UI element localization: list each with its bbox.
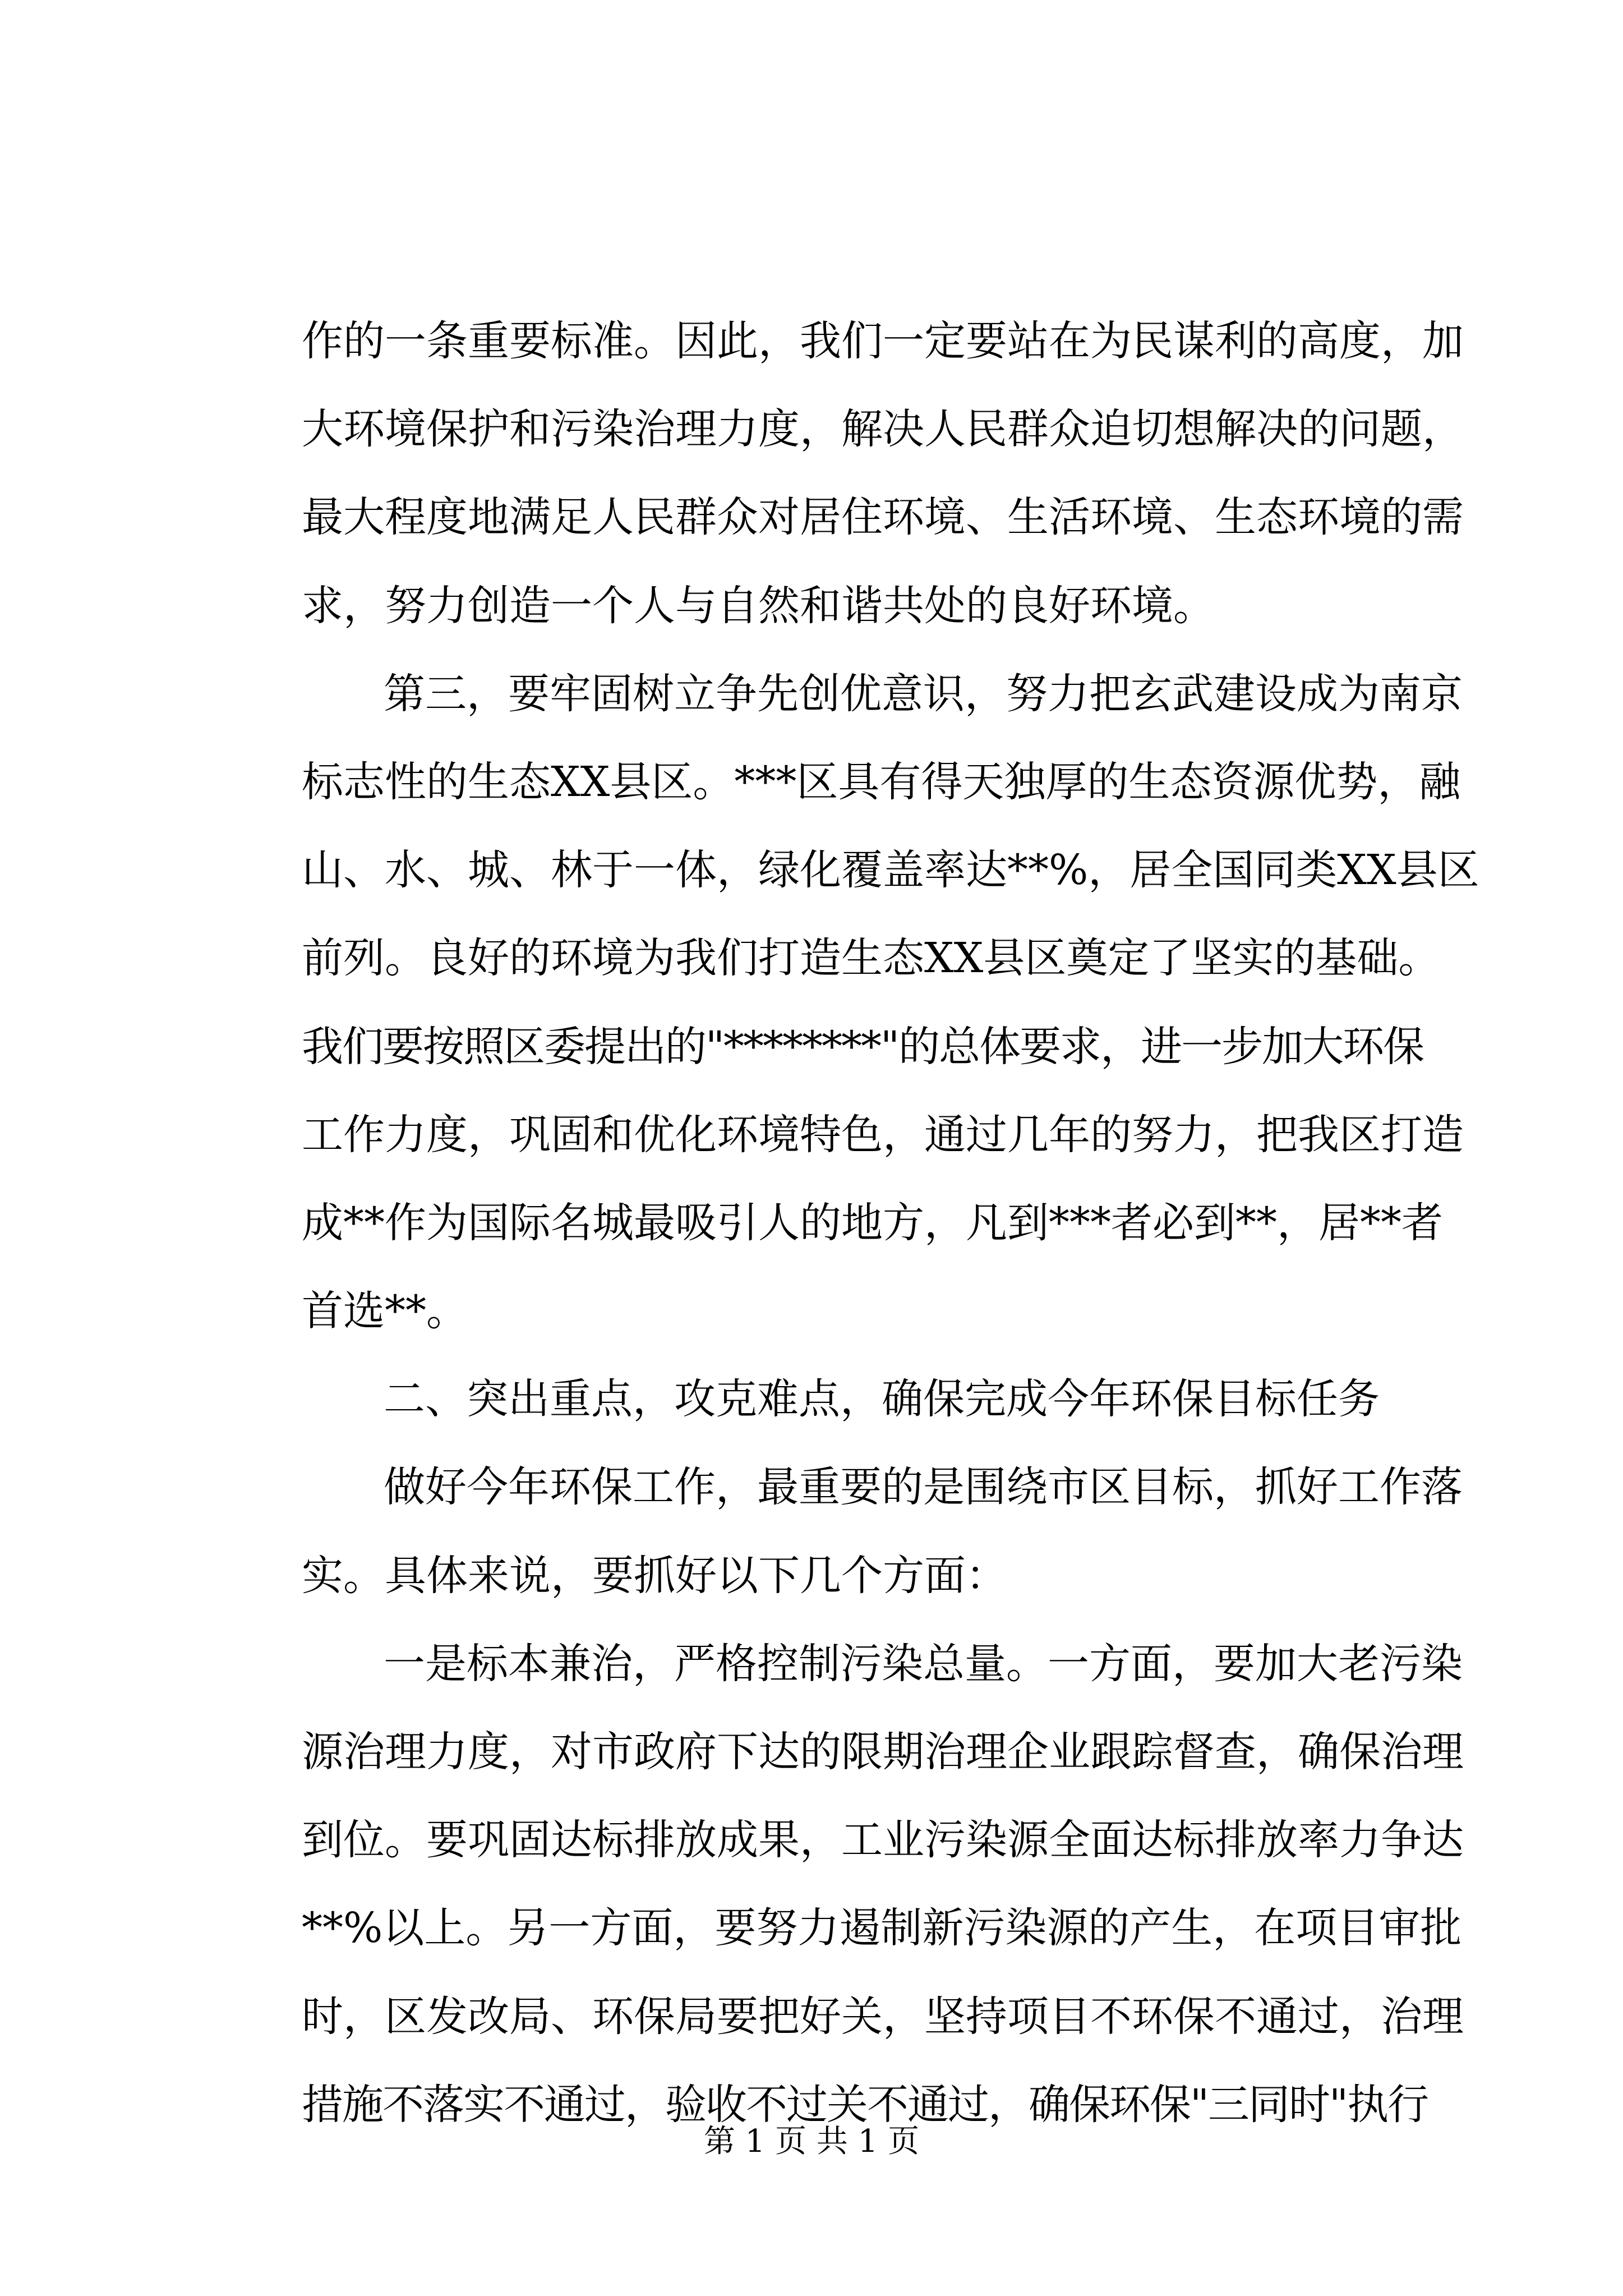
text-line: 求，努力创造一个人与自然和谐共处的良好环境。 [302, 581, 1215, 630]
paragraph-start-line: 做好今年环保工作，最重要的是围绕市区目标，抓好工作落 [384, 1463, 1463, 1512]
section-heading: 二、突出重点，攻克难点，确保完成今年环保目标任务 [384, 1375, 1380, 1424]
text-line: 标志性的生态XX县区。***区具有得天独厚的生态资源优势，融 [302, 757, 1461, 806]
text-line: 工作力度，巩固和优化环境特色，通过几年的努力，把我区打造 [302, 1110, 1464, 1159]
text-line: 山、水、城、林于一体，绿化覆盖率达**%，居全国同类XX县区 [302, 846, 1479, 895]
text-line: 时，区发改局、环保局要把好关，坚持项目不环保不通过，治理 [302, 1992, 1464, 2041]
text-line: 实。具体来说，要抓好以下几个方面： [302, 1551, 1007, 1600]
text-line: 首选**。 [302, 1287, 468, 1336]
text-line: 最大程度地满足人民群众对居住环境、生活环境、生态环境的需 [302, 493, 1464, 542]
text-line: 成**作为国际名城最吸引人的地方，凡到***者必到**，居**者 [302, 1198, 1443, 1247]
body-text [302, 297, 1479, 2149]
page-number: 第 1 页 共 1 页 [703, 2123, 920, 2160]
paragraph-start-line: 第三，要牢固树立争先创优意识，努力把玄武建设成为南京 [384, 669, 1463, 718]
page-footer [0, 2122, 1623, 2161]
paragraph-start-line: 一是标本兼治，严格控制污染总量。一方面，要加大老污染 [384, 1639, 1463, 1688]
text-line: 源治理力度，对市政府下达的限期治理企业跟踪督查，确保治理 [302, 1728, 1464, 1776]
text-line: 作的一条重要标准。因此，我们一定要站在为民谋利的高度，加 [302, 317, 1464, 365]
text-line: **%以上。另一方面，要努力遏制新污染源的产生，在项目审批 [302, 1904, 1462, 1953]
text-line: 前列。良好的环境为我们打造生态XX县区奠定了坚实的基础。 [302, 934, 1440, 983]
text-line: 大环境保护和污染治理力度，解决人民群众迫切想解决的问题， [302, 405, 1464, 454]
text-line: 我们要按照区委提出的"********"的总体要求，进一步加大环保 [302, 1022, 1424, 1071]
text-line: 措施不落实不通过，验收不过关不通过，确保环保"三同时"执行 [302, 2080, 1428, 2129]
text-line: 到位。要巩固达标排放成果，工业污染源全面达标排放率力争达 [302, 1816, 1464, 1865]
